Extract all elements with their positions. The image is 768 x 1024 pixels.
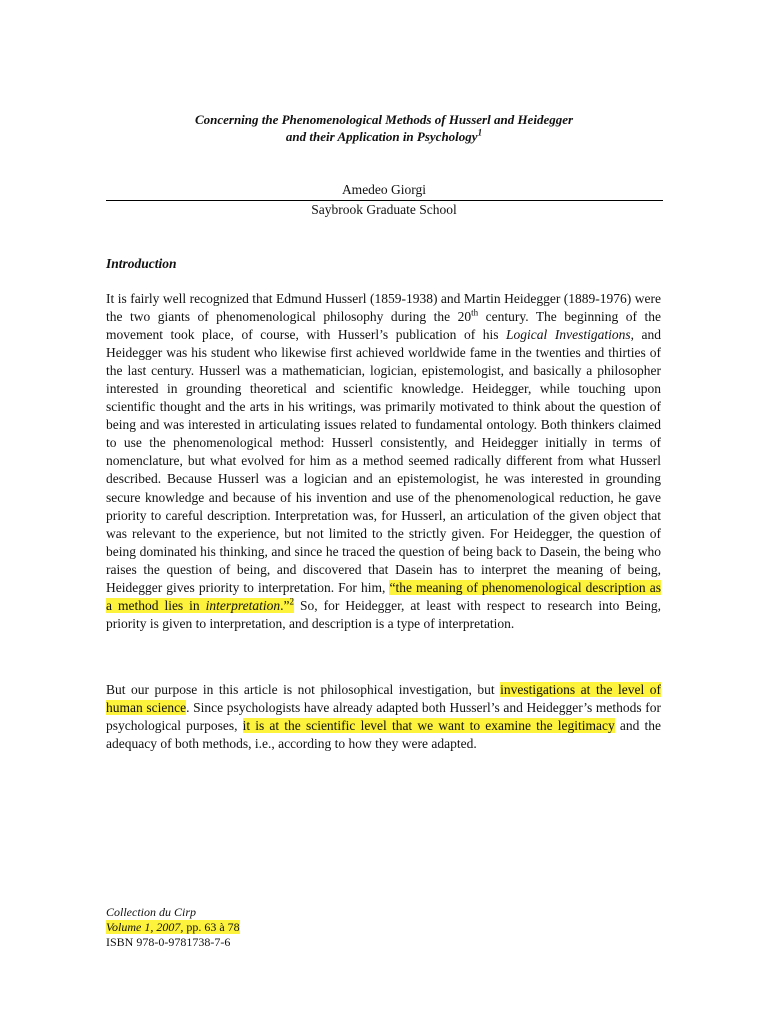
superscript-th: th <box>471 307 479 318</box>
paragraph-2: But our purpose in this article is not philosophical investigation, but investigations at the level of human science. Since psychologists have already adapted both Husserl’s and Heidegger’s methods for psychological purposes, it is at the scientific level that we want to examine the legitimacy and the adequacy of both methods, i.e., according to how they were adapted. <box>106 682 661 752</box>
book-title-italic: Logical Investigations <box>506 327 631 343</box>
author-divider <box>106 200 663 201</box>
article-title-line-1: Concerning the Phenomenological Methods of Husserl and Heidegger <box>194 112 574 127</box>
footnote-marker-2: 2 <box>289 596 295 607</box>
author-affiliation: Saybrook Graduate School <box>311 202 457 217</box>
volume-line <box>106 920 240 935</box>
publication-footer <box>106 905 240 950</box>
highlight-human-science: investigations at the level of human science <box>106 682 661 716</box>
highlight-scientific-level: it is at the scientific level that we want to examine the legitimacy <box>242 718 615 734</box>
section-heading-introduction: Introduction <box>106 256 177 271</box>
collection-name: Collection du Cirp <box>106 905 196 919</box>
paragraph-1: It is fairly well recognized that Edmund Husserl (1859-1938) and Martin Heidegger (1889-1976) were the two giants of phenomenological philosophy during the 20th century. The beginning of the movement took place, of course, with Husserl’s publication of his Logical Investigations, and Heidegger was his student who likewise first achieved worldwide fame in the twenties and thirties of the last century. Husserl was a mathematician, logician, epistemologist, and basically a philosopher interested in grounding theoretical and scientific knowledge. Heidegger, while touching upon scientific thought and the arts in his writings, was primarily motivated to think about the question of being and was interested in articulating issues related to fundamental ontology. Both thinkers claimed to use the phenomenological method: Husserl consistently, and Heidegger initially in terms of nomenclature, but what evolved for him as a method seemed radically different from what Husserl described. Because Husserl was a logician and an epistemologist, he was interested in grounding secure knowledge and because of his invention and use of the phenomenological reduction, he gave priority to careful description. Interpretation was, for Husserl, an articulation of the given object that was relevant to the experience, but not limited to the strictly given. For Heidegger, the question of being dominated his thinking, and since he traced the question of being back to Dasein, the being who raises the question of being, and discovered that Dasein has to interpret the meaning of being, Heidegger gives priority to interpretation. For him, “the meaning of phenomenological description as a method lies in interpretation.”$^2$ So, for Heidegger, at least with respect to research into Being, priority is given to interpretation, and description is a type of interpretation. <box>106 291 662 631</box>
title-footnote-marker: 1 <box>477 127 483 138</box>
highlight-volume-pages: Volume 1, 2007, pp. 63 à 78 <box>106 920 240 934</box>
author-name: Amedeo Giorgi <box>341 182 427 197</box>
article-title-line-2: and their Application in Psychology$^1$ <box>285 127 483 144</box>
highlighted-quote: “the meaning of phenomenological description as a method lies in interpretation.”$^2$ <box>106 579 661 613</box>
isbn-line: ISBN 978-0-9781738-7-6 <box>106 935 231 949</box>
